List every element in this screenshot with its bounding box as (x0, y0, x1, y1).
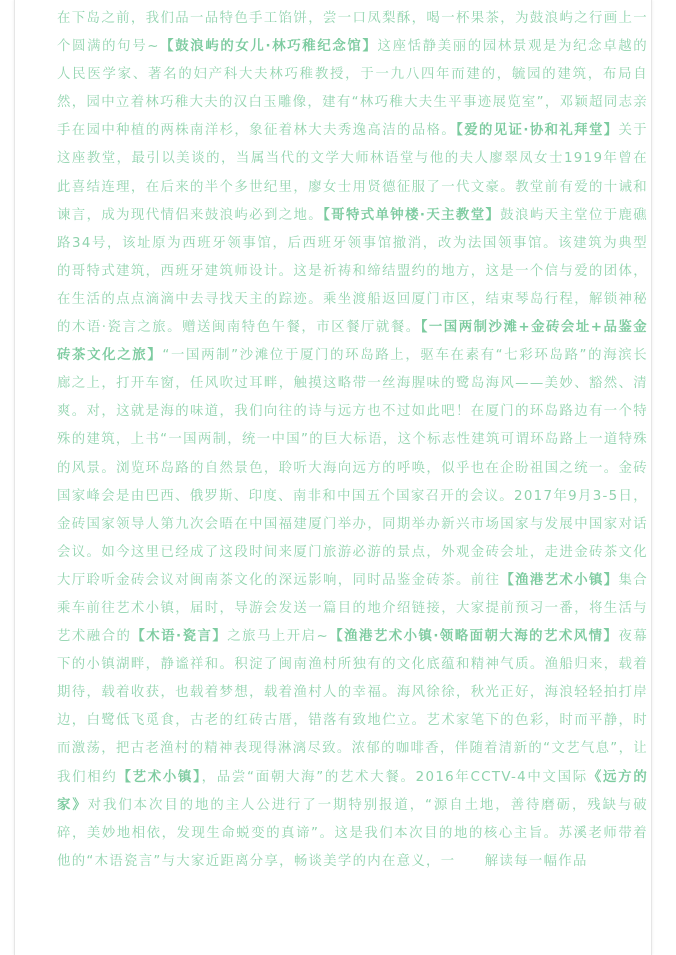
section-heading-linqiaozhi-memorial: 【鼓浪屿的女儿·林巧稚纪念馆】 (159, 39, 378, 55)
itinerary-article (57, 5, 648, 876)
section-heading-catholic-church: 【哥特式单钟楼·天主教堂】 (323, 207, 501, 223)
text-segment: ，品尝“面朝大海”的艺术大餐。2016年CCTV-4中文国际 (201, 769, 588, 785)
text-segment: 之旅马上开启~ (227, 629, 330, 645)
section-heading-fishing-art-town: 【渔港艺术小镇】 (500, 572, 619, 588)
text-segment: “一国两制”沙滩位于厦门的环岛路上，驱车在素有“七彩环岛路”的海滨长廊之上，打开车窗，任风吹过耳畔，触摸这略带一丝海腥味的鹭岛海风——美妙、豁然、清爽。对，这就是海的味道，我们向往的诗与远方也不过如此吧！在厦门的环岛路边有一个特殊的建筑，上书“一国两制，统一中国”的巨大标语，这个标志性建筑可谓环岛路上一道特殊的风景。浏览环岛路的自然景色，聆听大海向远方的呼唤，似乎也在企盼祖国之统一。金砖国家峰会是由巴西、俄罗斯、印度、南非和中国五个国家召开的会议。2017年9月3-5日，金砖国家领导人第九次会晤在中国福建厦门举办，同期举办新兴市场国家与发展中国家对话会议。如今这里已经成了这段时间来厦门旅游必游的景点，外观金砖会址，走进金砖茶文化大厅聆听金砖会议对闽南茶文化的深远影响，同时品鉴金砖茶。前往 (57, 348, 648, 588)
section-heading-muyu-ciyan: 【木语·瓷言】 (131, 629, 228, 645)
section-heading-beach-brics-tea: 【一国两制沙滩+金砖会址+品鉴金砖茶文化之旅】 (57, 320, 648, 364)
page-sheet (14, 0, 652, 955)
text-segment: 鼓浪屿天主堂位于鹿礁路34号，该址原为西班牙领事馆，后西班牙领事馆撤消，改为法国领事馆。该建筑为典型的哥特式建筑，西班牙建筑师设计。这是祈祷和缔结盟约的地方，这是一个信与爱的团体，在生活的点点滴滴中去寻找天主的踪迹。乘坐渡船返回厦门市区，结束琴岛行程，解锁神秘的木语·瓷言之旅。赠送闽南特色午餐，市区餐厅就餐。 (57, 207, 648, 336)
section-heading-union-church: 【爱的见证·协和礼拜堂】 (456, 123, 619, 139)
text-segment: 对我们本次目的地的主人公进行了一期特别报道，“源自土地，善待磨砺，残缺与破碎，美妙地相依，发现生命蜕变的真谛”。这是我们本次目的地的核心主旨。苏溪老师带着他的“木语瓷言”与大家近距离分享，畅谈美学的内在意义，一 解读每一幅作品 (57, 797, 648, 869)
text-segment: 夜幕下的小镇湖畔，静谧祥和。积淀了闽南渔村所独有的文化底蕴和精神气质。渔船归来，载着期待，载着收获，也载着梦想，载着渔村人的幸福。海风徐徐，秋光正好，海浪轻轻拍打岸边，白鹭低飞觅食，古老的红砖古厝，错落有致地伫立。艺术家笔下的色彩，时而平静，时而激荡，把古老渔村的精神表现得淋漓尽致。浓郁的咖啡香，伴随着清新的“文艺气息”，让我们相约 (57, 629, 649, 785)
text-segment: 关于这座教堂，最引以美谈的，当属当代的文学大师林语堂与他的夫人廖翠凤女士1919年曾在此喜结连理，在后来的半个多世纪里，廖女士用贤德征服了一代文豪。教堂前有爱的十诫和谏言，成为现代情侣来鼓浪屿必到之地。 (57, 123, 648, 223)
text-segment: 这座恬静美丽的园林景观是为纪念卓越的人民医学家、著名的妇产科大夫林巧稚教授，于一九八四年而建的，毓园的建筑，布局自然，园中立着林巧稚大夫的汉白玉雕像，建有“林巧稚大夫生平事迹展览室”，邓颖超同志亲手在园中种植的两株南洋杉，象征着林大夫秀逸高洁的品格。 (57, 39, 648, 139)
program-title-distant-home: 《远方的家》 (57, 769, 649, 813)
section-heading-art-town-sea-view: 【渔港艺术小镇·领略面朝大海的艺术风情】 (329, 629, 619, 645)
section-heading-art-town: 【艺术小镇】 (117, 769, 202, 785)
text-segment: 集合乘车前往艺术小镇，届时，导游会发送一篇目的地介绍链接，大家提前预习一番，将生活与艺术融合的 (57, 572, 648, 645)
text-segment: 在下岛之前，我们品一品特色手工馅饼，尝一口凤梨酥，喝一杯果茶，为鼓浪屿之行画上一个圆满的句号~ (57, 11, 648, 55)
